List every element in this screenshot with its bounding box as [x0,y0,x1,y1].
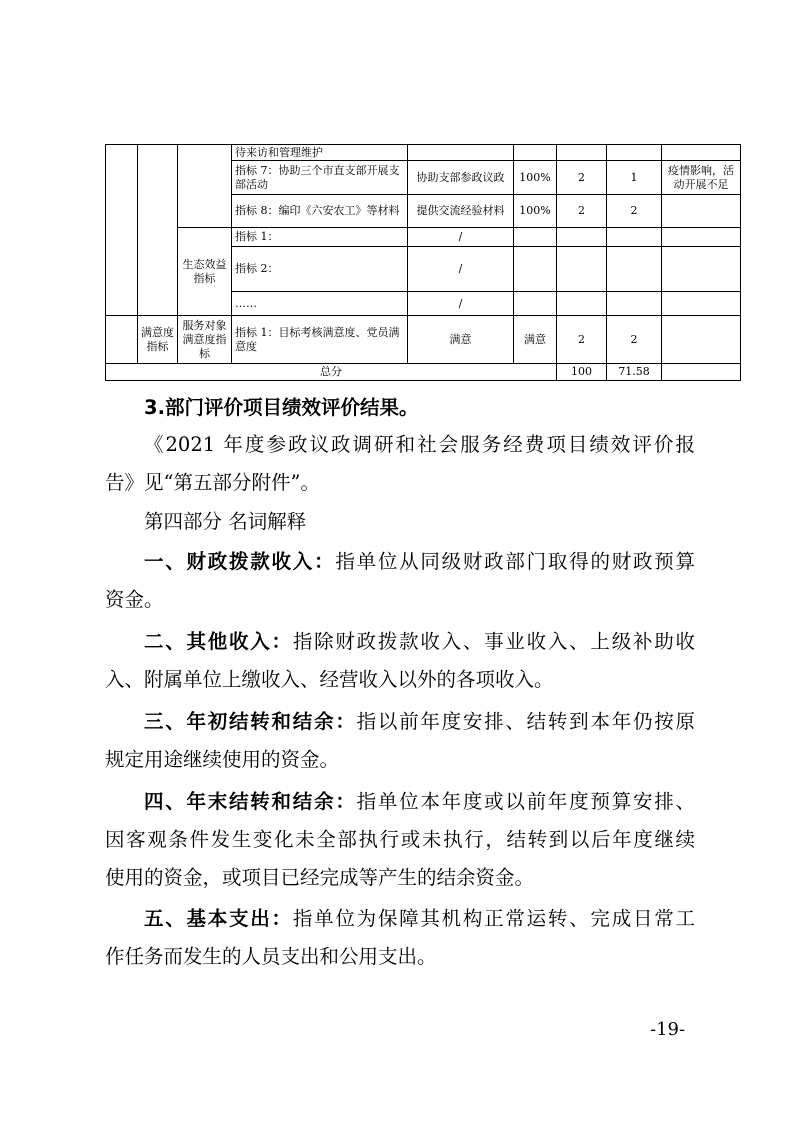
table-cell [607,228,662,247]
satisfaction-level1: 满意度指标 [138,316,178,364]
page-number: -19- [650,1019,686,1040]
table-cell: 2 [557,316,607,364]
paragraph-line [105,703,695,741]
term-paragraph [105,543,695,619]
section3-paragraph [105,426,695,502]
table-cell: 2 [607,316,662,364]
table-cell: 指标 7：协助三个市直支部开展支部活动 [232,161,408,195]
paragraph-line [105,623,695,661]
table-cell: 1 [607,161,662,195]
term-text: 指以前年度安排、结转到本年仍按原 [356,710,695,733]
table-cell [106,145,138,316]
table-cell: 指标 8：编印《六安农工》等材料 [232,195,408,228]
table-cell [662,316,741,364]
total-weight: 100 [557,364,607,381]
total-score: 71.58 [607,364,662,381]
table-cell: / [408,292,514,316]
paragraph-line [105,900,695,938]
term-label: 四、年末结转和结余： [144,790,357,813]
table-cell: 提供交流经验材料 [408,195,514,228]
term-label: 三、年初结转和结余： [144,710,357,733]
table-row [106,316,741,364]
term-text: 指单位本年度或以前年度预算安排、 [356,790,695,813]
term-paragraph [105,623,695,699]
table-cell [662,228,741,247]
table-cell [178,145,232,228]
table-cell: 协助支部参政议政 [408,161,514,195]
table-cell [514,228,557,247]
term-paragraph [105,900,695,976]
paragraph-line: 资金。 [105,588,164,611]
table-cell [607,145,662,161]
table-cell: / [408,228,514,247]
table-cell [514,145,557,161]
table-cell [557,145,607,161]
table-cell [607,292,662,316]
table-row [106,228,741,247]
table-cell [557,228,607,247]
term-text: 指单位为保障其机构正常运转、完成日常工 [292,907,695,930]
table-total-row [106,364,741,381]
part4-title: 第四部分 名词解释 [144,510,307,533]
table-cell: 指标 2： [232,247,408,292]
table-cell [662,364,741,381]
table-cell: 疫情影响，活动开展不足 [662,161,741,195]
table-cell: …… [232,292,408,316]
table-cell: 100% [514,161,557,195]
term-label: 二、其他收入： [144,630,293,653]
term-paragraph [105,703,695,779]
table-cell [607,247,662,292]
paragraph-line: 规定用途继续使用的资金。 [105,748,340,771]
paragraph-line: 因客观条件发生变化未全部执行或未执行，结转到以后年度继续 [105,828,695,851]
table-cell: 满意 [408,316,514,364]
table-cell: 100% [514,195,557,228]
paragraph-line: 使用的资金，或项目已经完成等产生的结余资金。 [105,866,535,889]
term-label: 一、财政拨款收入： [144,550,336,573]
table-cell [557,292,607,316]
table-cell [662,292,741,316]
table-cell: 2 [557,161,607,195]
table-cell: 待来访和管理维护 [232,145,408,161]
paragraph-line: 告》见“第五部分附件”。 [105,471,320,494]
paragraph-line: 作任务而发生的人员支出和公用支出。 [105,945,437,968]
table-cell [408,145,514,161]
satisfaction-level2: 服务对象满意度指标 [178,316,232,364]
table-cell: 指标 1： [232,228,408,247]
paragraph-line: 《2021 年度参政议政调研和社会服务经费项目绩效评价报 [144,433,695,456]
table-cell: 2 [557,195,607,228]
table-cell: 指标 1：目标考核满意度、党员满意度 [232,316,408,364]
term-text: 指除财政拨款收入、事业收入、上级补助收 [292,630,695,653]
paragraph-line: 入、附属单位上缴收入、经营收入以外的各项收入。 [105,668,554,691]
section3-heading: 3.部门评价项目绩效评价结果。 [144,396,419,419]
table-cell: 满意 [514,316,557,364]
term-text: 指单位从同级财政部门取得的财政预算 [335,550,695,573]
performance-table [105,144,741,381]
table-cell [662,195,741,228]
table-cell [662,145,741,161]
table-cell: / [408,247,514,292]
term-label: 五、基本支出： [144,907,293,930]
table-cell [106,316,138,364]
table-cell [662,247,741,292]
term-paragraph [105,783,695,897]
table-cell [514,247,557,292]
total-label: 总分 [106,364,557,381]
table-cell [557,247,607,292]
eco-benefit-label: 生态效益指标 [178,228,232,316]
table-cell: 2 [607,195,662,228]
paragraph-line [105,783,695,821]
table-cell [138,145,178,316]
table-cell [514,292,557,316]
table-row [106,145,741,161]
paragraph-line [105,543,695,581]
